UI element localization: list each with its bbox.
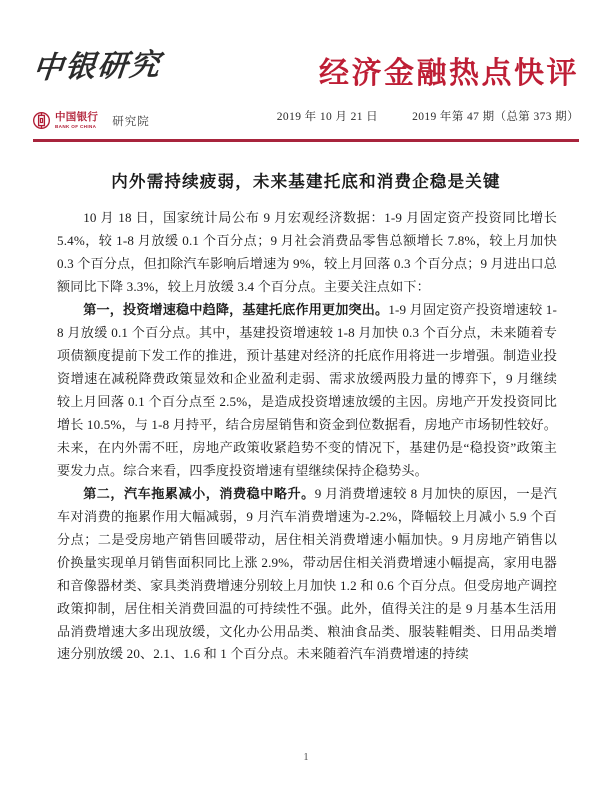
bank-name-block [55, 112, 98, 129]
paragraph-text: 10 月 18 日，国家统计局公布 9 月宏观经济数据：1-9 月固定资产投资同比增长 5.4%，较 1-8 月放缓 0.1 个百分点；9 月社会消费品零售总额增长 7.8%，较上月加快 0.3 个百分点，但扣除汽车影响后增速为 9%，较上月回落 0.3 个百分点；9 月进出口总额同比下降 3.3%，较上月放缓 3.4 个百分点。主要关注点如下： [57, 210, 557, 294]
brand-block [31, 48, 283, 130]
paragraph-point-two [57, 483, 557, 666]
masthead [0, 48, 612, 148]
article-body [57, 207, 557, 667]
page-number: 1 [303, 752, 309, 763]
bank-identity-row [33, 112, 150, 129]
bank-of-china-logo-icon [33, 112, 50, 129]
paragraph-text: 1-9 月固定资产投资增速较 1-8 月放缓 0.1 个百分点。其中，基建投资增速较 1-8 月加快 0.3 个百分点，未来随着专项债额度提前下发工作的推进，预计基建对经济的托底作用将进一步增强。制造业投资增速在减税降费政策显效和企业盈利走弱、需求放缓两股力量的博弈下，9 月继续较上月回落 0.1 个百分点至 2.5%，是造成投资增速放缓的主因。房地产开发投资同比增长 10.5%，与 1-8 月持平，结合房屋销售和资金到位数据看，房地产市场韧性较好。未来，在内外需不旺，房地产政策收紧趋势不变的情况下，基建仍是“稳投资”政策主要发力点。综合来看，四季度投资增速有望继续保持企稳势头。 [57, 302, 557, 478]
paragraph-text: 9 月消费增速较 8 月加快的原因，一是汽车对消费的拖累作用大幅减弱，9 月汽车消费增速为-2.2%，降幅较上月减小 5.9 个百分点；二是受房地产销售回暖带动，居住相关消费增速小幅加快。9 月房地产销售以价换量实现单月销售面积同比上涨 2.9%，带动居住相关消费增速小幅提高，家用电器和音像器材类、家具类消费增速分别较上月加快 1.2 和 0.6 个百分点。但受房地产调控政策抑制，居住相关消费回温的可持续性不强。此外，值得关注的是 9 月基本生活用品消费增速大多出现放缓，文化办公用品类、粮油食品类、服装鞋帽类、日用品类增速分别放缓 20、2.1、1.6 和 1 个百分点。未来随着汽车消费增速的持续 [57, 486, 557, 662]
bank-name-english: BANK OF CHINA [55, 124, 97, 130]
bank-name-chinese: 中国银行 [55, 112, 99, 123]
publication-title: 经济金融热点快评 [319, 57, 579, 90]
institute-label: 研究院 [112, 115, 150, 128]
paragraph-lead: 第一，投资增速稳中趋降，基建托底作用更加突出。 [83, 302, 389, 318]
brand-script-logo: 中银研究 [31, 48, 164, 85]
header-divider [33, 139, 579, 142]
paragraph-intro [57, 207, 557, 299]
publication-issue: 2019 年第 47 期（总第 373 期） [412, 111, 579, 123]
publication-meta [277, 108, 579, 124]
paragraph-point-one [57, 299, 557, 482]
paragraph-lead: 第二，汽车拖累减小，消费稳中略升。 [83, 486, 315, 502]
page-title: 内外需持续疲弱，未来基建托底和消费企稳是关键 [111, 173, 501, 191]
publication-date: 2019 年 10 月 21 日 [276, 111, 379, 123]
